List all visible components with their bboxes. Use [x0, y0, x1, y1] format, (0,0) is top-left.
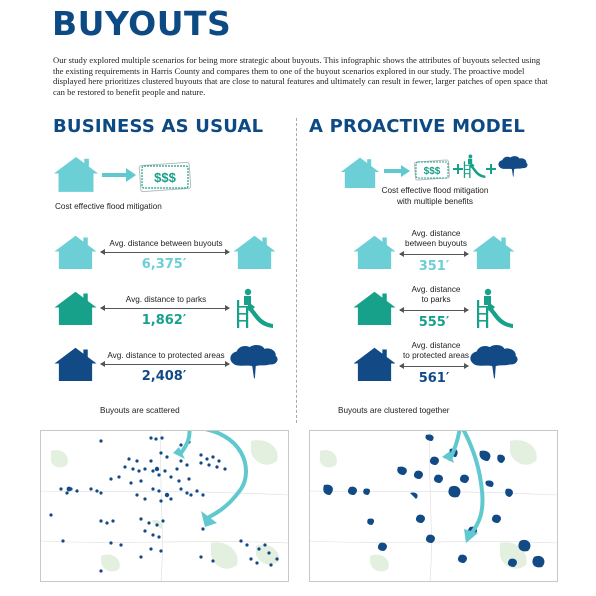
- distance-buyouts-value: 351′: [418, 259, 450, 274]
- house-icon: [340, 156, 380, 188]
- distance-parks-label: Avg. distance to parks: [103, 295, 229, 305]
- mitigation-caption-line2: with multiple benefits: [397, 197, 473, 206]
- distance-protected-value: 2,408′: [141, 369, 187, 384]
- mitigation-caption: Cost effective flood mitigation: [381, 186, 489, 195]
- distance-arrow: [101, 252, 229, 253]
- house-icon: [471, 234, 516, 269]
- svg-text:$$$: $$$: [423, 166, 441, 177]
- column-divider: [296, 118, 297, 423]
- money-bill-icon: [136, 160, 194, 194]
- park-slide-icon: [474, 288, 514, 328]
- mitigation-caption: Cost effective flood mitigation: [55, 202, 162, 211]
- distance-protected-value: 561′: [418, 371, 450, 386]
- business-heading: BUSINESS AS USUAL: [53, 116, 264, 137]
- distance-parks-label: Avg. distance: [396, 285, 476, 295]
- distance-protected-label: Avg. distance to protected areas: [103, 351, 229, 361]
- house-icon: [53, 290, 98, 325]
- distance-parks-value: 1,862′: [141, 313, 187, 328]
- distance-buyouts-label-line2: between buyouts: [396, 239, 476, 249]
- clustered-buyouts-map: [309, 430, 558, 582]
- house-icon: [352, 234, 397, 269]
- distance-protected-label: Avg. distance: [393, 341, 479, 351]
- distance-arrow: [101, 364, 229, 365]
- svg-text:$$$: $$$: [154, 170, 176, 185]
- page-title: BUYOUTS: [52, 4, 232, 43]
- arrow-right-icon: [102, 168, 136, 182]
- distance-arrow: [400, 310, 468, 311]
- arrow-right-icon: [384, 165, 410, 177]
- plus-icon: [486, 164, 496, 174]
- money-bill-icon: [412, 158, 452, 182]
- house-icon: [53, 346, 98, 381]
- distance-buyouts-label: Avg. distance between buyouts: [103, 239, 229, 249]
- scattered-caption: Buyouts are scattered: [100, 406, 180, 415]
- distance-protected-label-line2: to protected areas: [393, 351, 479, 361]
- clustered-caption: Buyouts are clustered together: [338, 406, 450, 415]
- tree-icon: [497, 154, 529, 178]
- distance-parks-label-line2: to parks: [396, 295, 476, 305]
- distance-buyouts-value: 6,375′: [141, 257, 187, 272]
- scattered-buyouts-map: [40, 430, 289, 582]
- distance-arrow: [400, 254, 468, 255]
- house-icon: [352, 290, 397, 325]
- house-icon: [352, 346, 397, 381]
- house-icon: [53, 234, 98, 269]
- tree-icon: [228, 342, 280, 380]
- distance-arrow: [400, 366, 468, 367]
- house-icon: [232, 234, 277, 269]
- park-slide-icon: [234, 288, 274, 328]
- distance-parks-value: 555′: [418, 315, 450, 330]
- distance-buyouts-label: Avg. distance: [396, 229, 476, 239]
- distance-arrow: [101, 308, 229, 309]
- park-slide-icon: [462, 154, 486, 178]
- intro-paragraph: Our study explored multiple scenarios for being more strategic about buyouts. This infographic shows the attributes of buyouts selected using the existing requirements in Harris County and compares them to one of the buyout scenarios explored in our study. The proactive model displayed here prioritizes clustered buyouts that are close to natural features and ultimately can result in fewer, larger patches of open space that can be restored to benefit people and nature.: [53, 55, 548, 97]
- proactive-heading: A PROACTIVE MODEL: [309, 116, 525, 137]
- tree-icon: [468, 342, 520, 380]
- house-icon: [53, 155, 99, 192]
